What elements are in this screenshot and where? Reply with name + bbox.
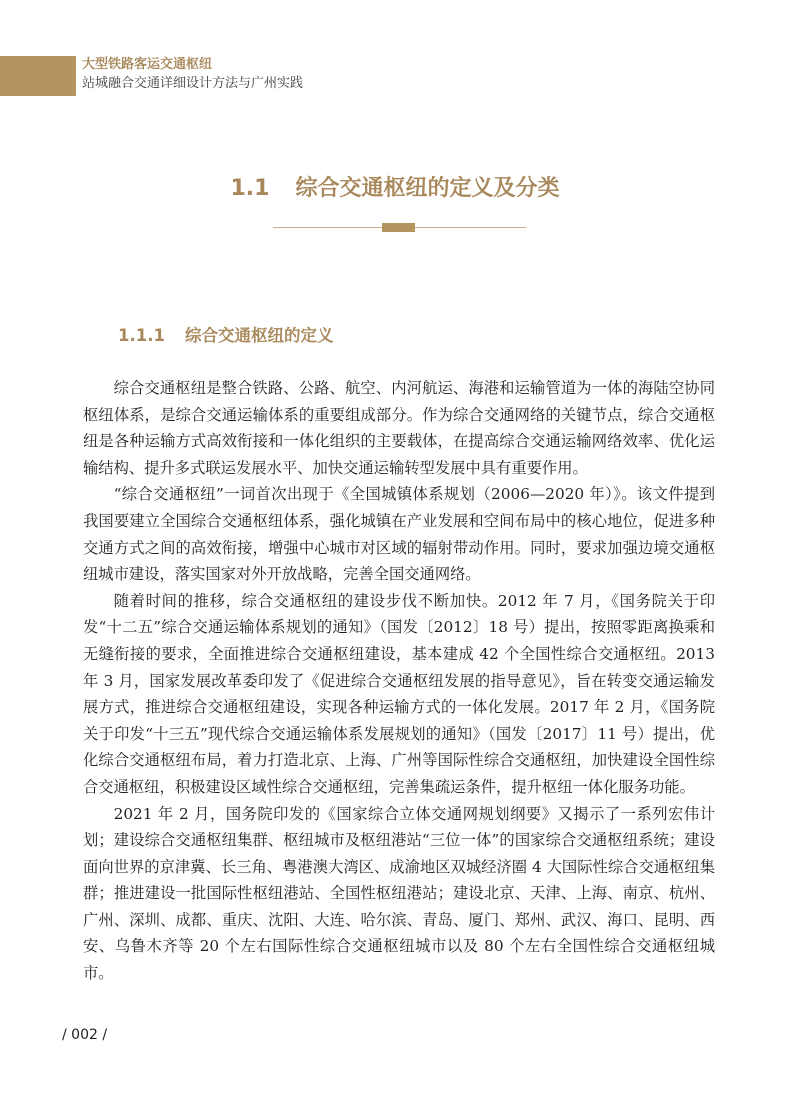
subsection-number: 1.1.1 xyxy=(118,326,165,345)
subsection-heading xyxy=(118,322,333,346)
paragraph: 2021 年 2 月，国务院印发的《国家综合立体交通网规划纲要》又揭示了一系列宏伟计划；建设综合交通枢纽集群、枢纽城市及枢纽港站“三位一体”的国家综合交通枢纽系统；建设面向世界的京津冀、长三角、粤港澳大湾区、成渝地区双城经济圈 4 大国际性综合交通枢纽集群；推进建设一批国际性枢纽港站、全国性枢纽港站；建设北京、天津、上海、南京、杭州、广州、深圳、成都、重庆、沈阳、大连、哈尔滨、青岛、厦门、郑州、武汉、海口、昆明、西安、乌鲁木齐等 20 个左右国际性综合交通枢纽城市以及 80 个左右全国性综合交通枢纽城市。 xyxy=(83,804,715,983)
header-accent-bar xyxy=(0,56,76,96)
subsection-title: 综合交通枢纽的定义 xyxy=(184,326,334,345)
book-title: 大型铁路客运交通枢纽 xyxy=(82,57,213,72)
paragraph: 随着时间的推移，综合交通枢纽的建设步伐不断加快。2012 年 7 月，《国务院关于印发“十二五”综合交通运输体系规划的通知》（国发〔2012〕18 号）提出，按照零距离换乘和无缝衔接的要求，全面推进综合交通枢纽建设，基本建成 42 个全国性综合交通枢纽。2013 年 3 月，国家发展改革委印发了《促进综合交通枢纽发展的指导意见》，旨在转变交通运输发展方式，推进综合交通枢纽建设，实现各种运输方式的一体化发展。2017 年 2 月，《国务院关于印发“十三五”现代综合交通运输体系发展规划的通知》（国发〔2017〕11 号）提出，优化综合交通枢纽布局，着力打造北京、上海、广州等国际性综合交通枢纽，加快建设全国性综合交通枢纽，积极建设区域性综合交通枢纽，完善集疏运条件，提升枢纽一体化服务功能。 xyxy=(83,591,715,796)
paragraph: 综合交通枢纽是整合铁路、公路、航空、内河航运、海港和运输管道为一体的海陆空协同枢纽体系，是综合交通运输体系的重要组成部分。作为综合交通网络的关键节点，综合交通枢纽是各种运输方式高效衔接和一体化组织的主要载体，在提高综合交通运输网络效率、优化运输结构、提升多式联运发展水平、加快交通运输转型发展中具有重要作用。 xyxy=(83,379,715,477)
section-heading xyxy=(0,171,790,202)
title-divider-block xyxy=(382,223,415,232)
page-number: / 002 / xyxy=(62,1027,108,1043)
section-number: 1.1 xyxy=(230,176,270,201)
body-text xyxy=(83,375,715,987)
paragraph: “综合交通枢纽”一词首次出现于《全国城镇体系规划（2006—2020 年）》。该文件提到我国要建立全国综合交通枢纽体系，强化城镇在产业发展和空间布局中的核心地位，促进多种交通方式之间的高效衔接，增强中心城市对区域的辐射带动作用。同时，要求加强边境交通枢纽城市建设，落实国家对外开放战略，完善全国交通网络。 xyxy=(83,485,715,584)
book-subtitle: 站城融合交通详细设计方法与广州实践 xyxy=(82,76,304,91)
running-header xyxy=(82,55,303,93)
section-title: 综合交通枢纽的定义及分类 xyxy=(295,176,560,201)
